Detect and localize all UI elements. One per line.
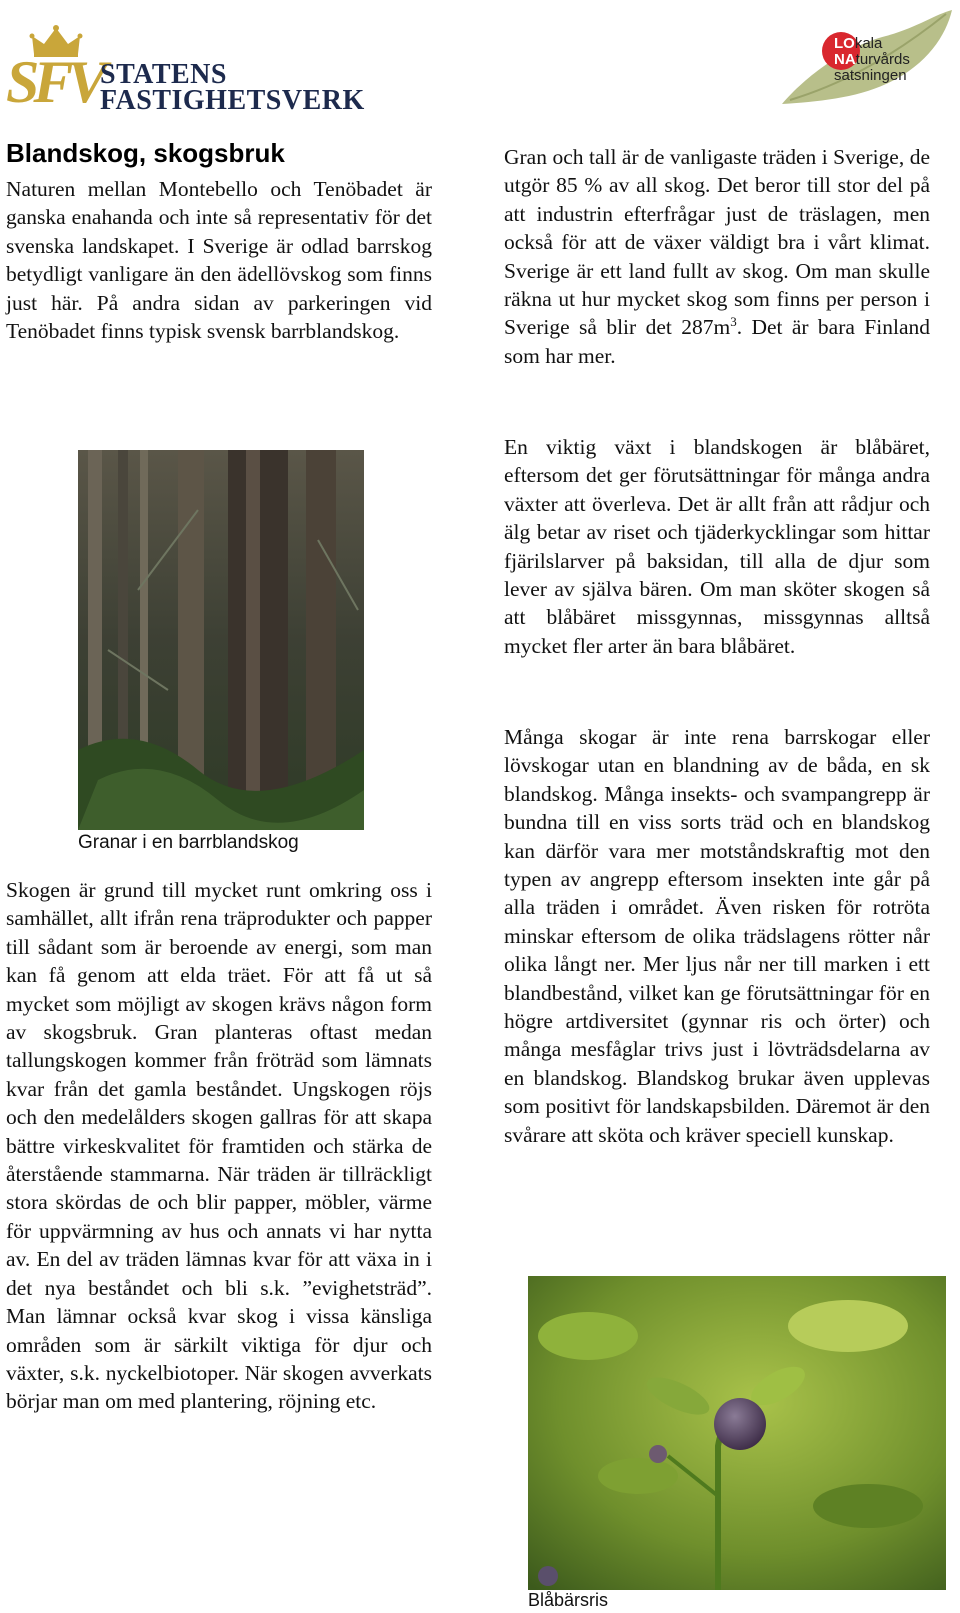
lona-logo [776, 6, 960, 112]
blueberry-image [528, 1276, 946, 1590]
forestry-paragraph: Skogen är grund till mycket runt omkring oss i samhället, allt ifrån rena träprodukter och papper till sådant som är beroende av energi, som man kan få genom att elda träet. För att få ut så mycket som möjligt av skogen krävs någon form av skogsbruk. Gran planteras oftast medan tallungskogen kommer från fröträd som lämnats kvar från det gamla beståndet. Ungskogen röjs och den medelålders skogen gallras för att skapa bättre virkeskvalitet för framtiden och stärka de återstående stammarna. När träden är tillräckligt stora skördas de och blir papper, möbler, värme för uppvärmning av hus och annats vi har nytta av. En del av träden lämnas kvar för att växa in i det nya beståndet och bli s.k. ”evighetsträd”. Man lämnar också kvar skog i vissa känsliga områden som är särkilt viktiga för djur och växter, s.k. nyckelbiotoper. När skogen avverkats börjar man om med plantering, röjning etc. [6, 878, 432, 1414]
superscript: 3 [730, 314, 737, 330]
sfv-monogram: SFV [6, 49, 102, 115]
spruce-caption: Granar i en barrblandskog [78, 832, 299, 853]
intro-paragraph: Naturen mellan Montebello och Tenöbadet är ganska enahanda och inte så representativ för det svenska landskapet. I Sverige är odlad barrskog betydligt vanligare än den ädellövskog som finns just här. På andra sidan av parkeringen vid Tenöbadet finns typisk svensk barrblandskog. [6, 177, 432, 344]
spruce-image [78, 450, 364, 830]
spruce-photo [78, 450, 364, 830]
sfv-logo [6, 22, 366, 118]
sfv-name-line2: FASTIGHETSVERK [100, 85, 365, 116]
blueberry-paragraph: En viktig växt i blandskogen är blåbäret, eftersom det ger förutsättningar för många andra växter att överleva. Det är allt från att rådjur och älg betar av riset och tjäderkycklingar som hittar fjärilslarver på baksidan, till alla de djur som lever av själva bären. Om man sköter skogen så att blåbäret missgynnas, missgynnas alltså mycket fler arter än bara blåbäret. [504, 435, 930, 658]
sfv-name-line1: STATENS [100, 59, 227, 90]
sfv-name [100, 59, 365, 116]
blueberry-photo [528, 1276, 946, 1590]
lona-text: LOkala NAturvårds satsningen [834, 35, 910, 84]
spruce-pine-paragraph: Gran och tall är de vanligaste träden i Sverige, de utgör 85 % av all skog. Det beror till stor del på att industrin efterfrågar just de träslagen, men också för att de växer väldigt bra i vårt klimat. Sverige är ett land fullt av skog. Om man skulle räkna ut hur mycket skog som finns per person i Sverige så blir $\det 287m^3$. Det är bara Finland som har mer. [504, 145, 930, 368]
blueberry-caption: Blåbärsris [528, 1590, 609, 1610]
mixed-forest-paragraph: Många skogar är inte rena barrskogar eller lövskogar utan en blandning av de båda, en sk blandskog. Många insekts- och svampangrepp är bundna till en viss sorts träd och en blandskog kan därför vara mer motståndskraftig mot den typen av angrepp eftersom insekten inte går på alla träden i området. Även risken för rotröta minskar eftersom de olika trädslagens rötter når olika långt ner. Mer ljus når ner till marken i ett blandbestånd, vilket kan ge förutsättningar för en högre artdiversitet (gynnar ris och örter) och många mesfåglar trivs just i lövträdsdelarna av en blandskog. Blandskog brukar även upplevas som positivt för landskapsbilden. Däremot är den svårare att sköta och kräver speciell kunskap. [504, 725, 930, 1147]
page-title: Blandskog, skogsbruk [6, 138, 285, 168]
